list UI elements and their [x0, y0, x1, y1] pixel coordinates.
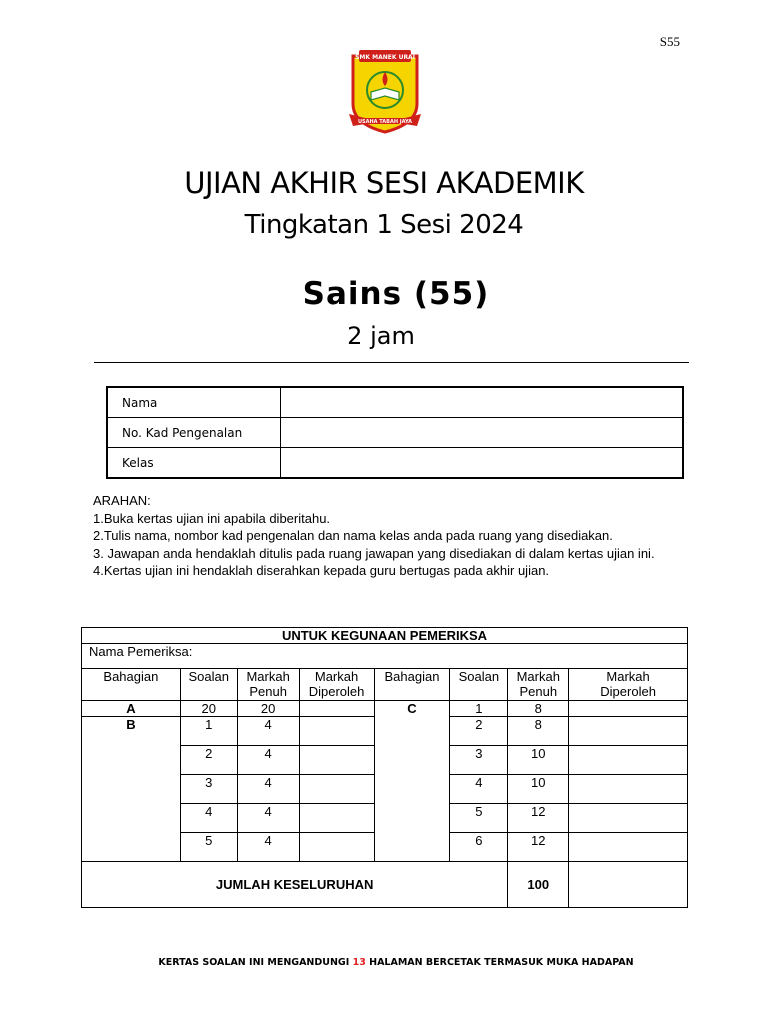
instructions-heading: ARAHAN: — [93, 493, 151, 508]
full-marks-cell: 4 — [237, 775, 299, 804]
total-label: JUMLAH KESELURUHAN — [82, 862, 508, 908]
total-row — [82, 862, 688, 908]
question-cell: 5 — [450, 804, 508, 833]
school-logo — [345, 48, 425, 136]
table-row — [82, 701, 688, 717]
col-header-full-marks: Markah Penuh — [237, 669, 299, 701]
marks-obtained-cell[interactable] — [299, 746, 374, 775]
question-cell: 4 — [450, 775, 508, 804]
col-header-section: Bahagian — [82, 669, 181, 701]
divider-line — [94, 362, 689, 363]
table-row — [82, 833, 688, 862]
student-info-label: Kelas — [107, 448, 281, 479]
table-row — [82, 746, 688, 775]
section-cell — [82, 746, 181, 775]
subject-title: Sains (55) — [302, 276, 490, 312]
marks-obtained-cell[interactable] — [299, 717, 374, 746]
col-header-question: Soalan — [180, 669, 237, 701]
question-cell: 4 — [180, 804, 237, 833]
full-marks-cell: 12 — [508, 804, 569, 833]
exam-form: Tingkatan 1 Sesi 2024 — [244, 210, 524, 240]
full-marks-cell: 10 — [508, 746, 569, 775]
student-info-table — [106, 386, 684, 479]
marks-obtained-cell[interactable] — [569, 804, 688, 833]
exam-title: UJIAN AKHIR SESI AKADEMIK — [184, 166, 584, 200]
student-info-label: Nama — [107, 387, 281, 418]
marks-obtained-cell[interactable] — [569, 717, 688, 746]
question-cell: 1 — [180, 717, 237, 746]
footer-text: KERTAS SOALAN INI MENGANDUNGI — [158, 957, 353, 968]
examiner-table-title: UNTUK KEGUNAAN PEMERIKSA — [82, 628, 688, 644]
marks-obtained-cell[interactable] — [569, 833, 688, 862]
logo-motto: USAHA TABAH JAYA — [357, 119, 413, 125]
student-info-label: No. Kad Pengenalan — [107, 418, 281, 448]
section-cell — [374, 833, 450, 862]
section-cell — [82, 775, 181, 804]
student-info-row — [107, 418, 683, 448]
full-marks-cell: 8 — [508, 717, 569, 746]
marks-obtained-cell[interactable] — [569, 775, 688, 804]
full-marks-cell: 4 — [237, 833, 299, 862]
full-marks-cell: 12 — [508, 833, 569, 862]
section-cell: C — [374, 701, 450, 717]
question-cell: 20 — [180, 701, 237, 717]
section-cell — [374, 775, 450, 804]
table-row — [82, 775, 688, 804]
question-cell: 3 — [180, 775, 237, 804]
marks-obtained-cell[interactable] — [299, 833, 374, 862]
page-count: 13 — [352, 957, 366, 968]
question-cell: 3 — [450, 746, 508, 775]
name-field[interactable] — [281, 387, 684, 418]
section-cell: A — [82, 701, 181, 717]
section-cell — [82, 804, 181, 833]
instruction-item: 3. Jawapan anda hendaklah ditulis pada ruang jawapan yang disediakan di dalam kertas ujian ini. — [93, 545, 655, 561]
question-cell: 6 — [450, 833, 508, 862]
student-info-row — [107, 448, 683, 479]
logo-top-text: SMK MANEK URAI — [355, 54, 415, 61]
page-code: S55 — [659, 34, 680, 49]
question-cell: 5 — [180, 833, 237, 862]
footer-text: HALAMAN BERCETAK TERMASUK MUKA HADAPAN — [365, 957, 634, 968]
examiner-table — [81, 627, 688, 908]
instruction-item: 4.Kertas ujian ini hendaklah diserahkan kepada guru bertugas pada akhir ujian. — [93, 563, 550, 578]
section-cell: B — [82, 717, 181, 746]
exam-duration: 2 jam — [347, 322, 415, 350]
question-cell: 2 — [450, 717, 508, 746]
instruction-item: 2.Tulis nama, nombor kad pengenalan dan nama kelas anda pada ruang yang disediakan. — [93, 528, 613, 543]
page-count-footer — [0, 957, 768, 968]
marks-obtained-cell[interactable] — [569, 746, 688, 775]
section-cell — [374, 717, 450, 746]
section-cell — [374, 746, 450, 775]
marks-obtained-cell[interactable] — [569, 701, 688, 717]
full-marks-cell: 4 — [237, 804, 299, 833]
marks-obtained-cell[interactable] — [299, 775, 374, 804]
full-marks-cell: 4 — [237, 717, 299, 746]
table-row — [82, 717, 688, 746]
col-header-full-marks: Markah Penuh — [508, 669, 569, 701]
class-field[interactable] — [281, 448, 684, 479]
question-cell: 1 — [450, 701, 508, 717]
full-marks-cell: 4 — [237, 746, 299, 775]
examiner-name-label: Nama Pemeriksa: — [82, 644, 688, 669]
col-header-marks-obtained: Markah Diperoleh — [569, 669, 688, 701]
col-header-marks-obtained: Markah Diperoleh — [299, 669, 374, 701]
full-marks-cell: 8 — [508, 701, 569, 717]
full-marks-cell: 20 — [237, 701, 299, 717]
marks-obtained-cell[interactable] — [299, 701, 374, 717]
question-cell: 2 — [180, 746, 237, 775]
total-marks-obtained[interactable] — [569, 862, 688, 908]
section-cell — [374, 804, 450, 833]
instructions — [93, 492, 698, 580]
col-header-section: Bahagian — [374, 669, 450, 701]
total-full-marks: 100 — [508, 862, 569, 908]
ic-number-field[interactable] — [281, 418, 684, 448]
col-header-question: Soalan — [450, 669, 508, 701]
section-cell — [82, 833, 181, 862]
instruction-item: 1.Buka kertas ujian ini apabila diberitahu. — [93, 510, 331, 526]
student-info-row — [107, 387, 683, 418]
marks-obtained-cell[interactable] — [299, 804, 374, 833]
table-row — [82, 804, 688, 833]
full-marks-cell: 10 — [508, 775, 569, 804]
